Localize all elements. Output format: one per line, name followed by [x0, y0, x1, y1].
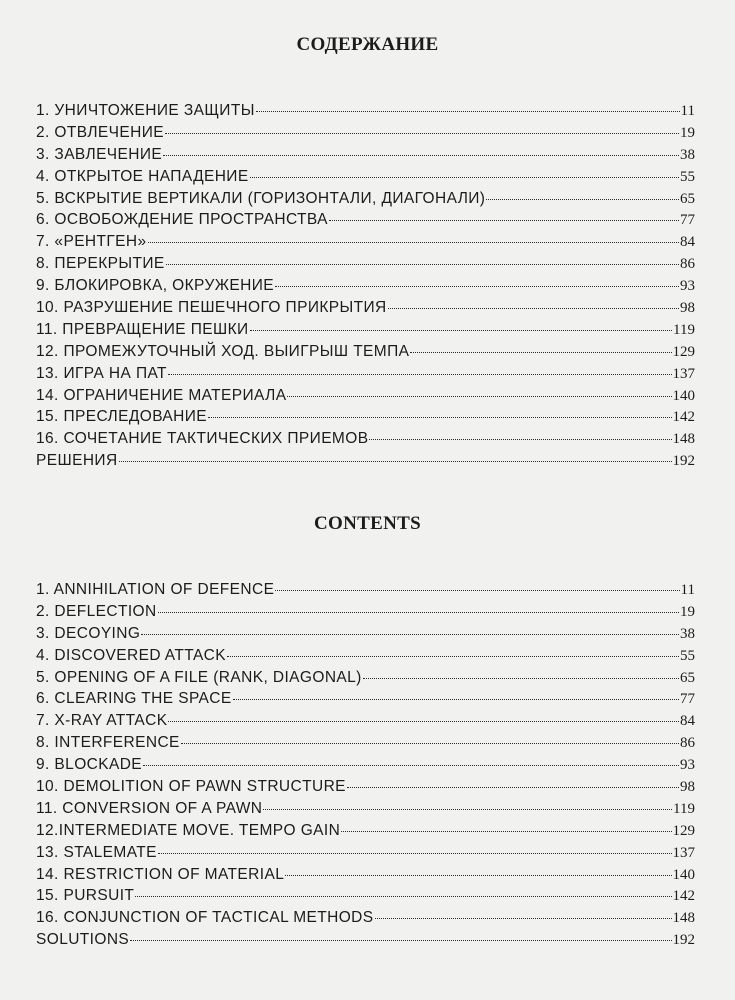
dot-leader [163, 155, 679, 156]
dot-leader [388, 308, 679, 309]
dot-leader [256, 111, 680, 112]
dot-leader [165, 133, 679, 134]
dot-leader [141, 634, 679, 635]
toc-entry [36, 776, 695, 798]
toc-entry [36, 100, 695, 122]
toc-entry-title: РЕШЕНИЯ [36, 452, 118, 470]
toc-entry-page-number: 11 [680, 103, 695, 119]
dot-leader [168, 721, 679, 722]
toc-entry-title: 16. CONJUNCTION OF TACTICAL METHODS [36, 909, 374, 927]
toc-entry-page-number: 55 [680, 647, 695, 664]
toc-entry [36, 929, 695, 951]
toc-entry-page-number: 119 [673, 800, 695, 817]
toc-entry [36, 864, 695, 886]
toc-entry-page-number: 38 [680, 625, 695, 642]
toc-entry-title: 2. ОТВЛЕЧЕНИЕ [36, 123, 164, 141]
toc-entry-title: 4. ОТКРЫТОЕ НАПАДЕНИЕ [36, 167, 249, 185]
toc-entry-page-number: 142 [672, 409, 695, 426]
toc-entry [36, 907, 695, 929]
toc-entry [36, 754, 695, 776]
toc-entry-title: 9. BLOCKADE [36, 756, 143, 774]
toc-entry-page-number: 38 [680, 146, 695, 163]
dot-leader [347, 787, 679, 788]
toc-entry [36, 297, 695, 319]
toc-entry [36, 798, 695, 820]
toc-entry-title: 1. ANNIHILATION OF DEFENCE [36, 581, 275, 598]
english-contents-heading: CONTENTS [314, 513, 421, 534]
toc-entry-title: 5. OPENING OF A FILE (RANK, DIAGONAL) [36, 668, 362, 686]
toc-entry [36, 885, 695, 907]
dot-leader [208, 417, 671, 418]
dot-leader [158, 853, 672, 854]
dot-leader [275, 286, 679, 287]
toc-entry-title: 5. ВСКРЫТИЕ ВЕРТИКАЛИ (ГОРИЗОНТАЛИ, ДИАГОНАЛИ) [36, 189, 486, 207]
russian-contents-list [36, 100, 695, 472]
dot-leader [369, 439, 671, 440]
toc-entry [36, 144, 695, 166]
dot-leader [329, 220, 679, 221]
dot-leader [233, 699, 679, 700]
dot-leader [363, 678, 679, 679]
toc-entry-page-number: 93 [680, 278, 695, 295]
toc-entry-title: 8. INTERFERENCE [36, 734, 180, 752]
toc-entry-page-number: 119 [673, 321, 695, 338]
toc-entry-page-number: 77 [680, 212, 695, 229]
toc-entry-title: 4. DISCOVERED ATTACK [36, 646, 227, 664]
dot-leader [263, 809, 672, 810]
toc-entry-title: 6. ОСВОБОЖДЕНИЕ ПРОСТРАНСТВА [36, 211, 328, 229]
toc-entry-title: 15. ПРЕСЛЕДОВАНИЕ [36, 408, 208, 426]
toc-entry [36, 688, 695, 710]
toc-entry [36, 253, 695, 275]
toc-entry-title: 14. RESTRICTION OF MATERIAL [36, 865, 285, 883]
toc-entry [36, 820, 695, 842]
toc-entry-title: 2. DEFLECTION [36, 602, 157, 620]
toc-entry-page-number: 11 [680, 582, 695, 598]
toc-entry-title: 13. STALEMATE [36, 843, 157, 861]
toc-entry-page-number: 55 [680, 168, 695, 185]
toc-entry-page-number: 19 [680, 603, 695, 620]
dot-leader [341, 831, 671, 832]
toc-entry-page-number: 142 [672, 888, 695, 905]
toc-entry [36, 275, 695, 297]
toc-entry-page-number: 148 [672, 431, 695, 448]
toc-entry [36, 710, 695, 732]
toc-entry-title: 15. PURSUIT [36, 887, 135, 905]
toc-entry [36, 188, 695, 210]
toc-entry-page-number: 84 [680, 713, 695, 730]
toc-entry-title: 14. ОГРАНИЧЕНИЕ МАТЕРИАЛА [36, 386, 287, 404]
toc-entry [36, 601, 695, 623]
toc-entry-title: 10. DEMOLITION OF PAWN STRUCTURE [36, 778, 346, 796]
toc-entry-title: 3. ЗАВЛЕЧЕНИЕ [36, 145, 163, 163]
toc-entry [36, 319, 695, 341]
toc-entry [36, 667, 695, 689]
dot-leader [250, 177, 679, 178]
toc-entry-page-number: 140 [672, 866, 695, 883]
toc-entry [36, 406, 695, 428]
toc-entry-page-number: 84 [680, 234, 695, 251]
toc-entry-page-number: 192 [672, 453, 695, 470]
dot-leader [181, 743, 679, 744]
toc-entry [36, 341, 695, 363]
dot-leader [143, 765, 679, 766]
toc-entry [36, 645, 695, 667]
toc-entry-title: 11. ПРЕВРАЩЕНИЕ ПЕШКИ [36, 320, 249, 338]
toc-entry-page-number: 19 [680, 124, 695, 141]
toc-entry [36, 122, 695, 144]
toc-entry [36, 623, 695, 645]
dot-leader [119, 461, 672, 462]
dot-leader [375, 918, 672, 919]
toc-entry-page-number: 137 [672, 844, 695, 861]
dot-leader [250, 330, 672, 331]
dot-leader [287, 396, 671, 397]
dot-leader [135, 896, 671, 897]
toc-entry-title: 12.INTERMEDIATE MOVE. TEMPO GAIN [36, 821, 341, 839]
toc-entry-page-number: 129 [672, 822, 695, 839]
dot-leader [227, 656, 679, 657]
toc-entry-title: 8. ПЕРЕКРЫТИЕ [36, 255, 165, 273]
toc-entry-title: SOLUTIONS [36, 931, 130, 949]
dot-leader [158, 612, 679, 613]
toc-entry-title: 13. ИГРА НА ПАТ [36, 364, 167, 382]
toc-entry-page-number: 137 [672, 365, 695, 382]
toc-entry [36, 363, 695, 385]
toc-entry-title: 1. УНИЧТОЖЕНИЕ ЗАЩИТЫ [36, 102, 255, 119]
toc-entry [36, 385, 695, 407]
dot-leader [130, 940, 671, 941]
toc-entry-page-number: 77 [680, 691, 695, 708]
dot-leader [285, 875, 671, 876]
toc-entry-title: 7. X-RAY ATTACK [36, 712, 168, 730]
toc-entry [36, 450, 695, 472]
dot-leader [168, 374, 672, 375]
toc-entry-page-number: 65 [680, 669, 695, 686]
toc-entry [36, 209, 695, 231]
english-contents-list [36, 579, 695, 951]
dot-leader [166, 264, 679, 265]
dot-leader [486, 199, 679, 200]
toc-entry [36, 732, 695, 754]
toc-entry-title: 9. БЛОКИРОВКА, ОКРУЖЕНИЕ [36, 277, 275, 295]
toc-entry-title: 11. CONVERSION OF A PAWN [36, 799, 263, 817]
toc-entry-page-number: 93 [680, 757, 695, 774]
toc-entry [36, 231, 695, 253]
toc-entry-page-number: 192 [672, 932, 695, 949]
toc-entry-title: 12. ПРОМЕЖУТОЧНЫЙ ХОД. ВЫИГРЫШ ТЕМПА [36, 342, 410, 360]
toc-entry-title: 16. СОЧЕТАНИЕ ТАКТИЧЕСКИХ ПРИЕМОВ [36, 430, 369, 448]
dot-leader [410, 352, 671, 353]
toc-entry-page-number: 86 [680, 256, 695, 273]
toc-entry-page-number: 129 [672, 343, 695, 360]
dot-leader [148, 242, 679, 243]
toc-entry [36, 166, 695, 188]
toc-entry-page-number: 86 [680, 735, 695, 752]
dot-leader [275, 590, 679, 591]
toc-entry [36, 579, 695, 601]
toc-entry [36, 842, 695, 864]
toc-entry-page-number: 140 [672, 387, 695, 404]
toc-entry [36, 428, 695, 450]
toc-entry-title: 3. DECOYING [36, 624, 141, 642]
toc-entry-title: 7. «РЕНТГЕН» [36, 233, 147, 251]
toc-entry-title: 10. РАЗРУШЕНИЕ ПЕШЕЧНОГО ПРИКРЫТИЯ [36, 299, 387, 317]
russian-contents-heading: СОДЕРЖАНИЕ [296, 34, 439, 55]
toc-entry-page-number: 98 [680, 300, 695, 317]
toc-entry-page-number: 65 [680, 190, 695, 207]
toc-entry-page-number: 148 [672, 910, 695, 927]
toc-entry-title: 6. CLEARING THE SPACE [36, 690, 232, 708]
toc-entry-page-number: 98 [680, 779, 695, 796]
